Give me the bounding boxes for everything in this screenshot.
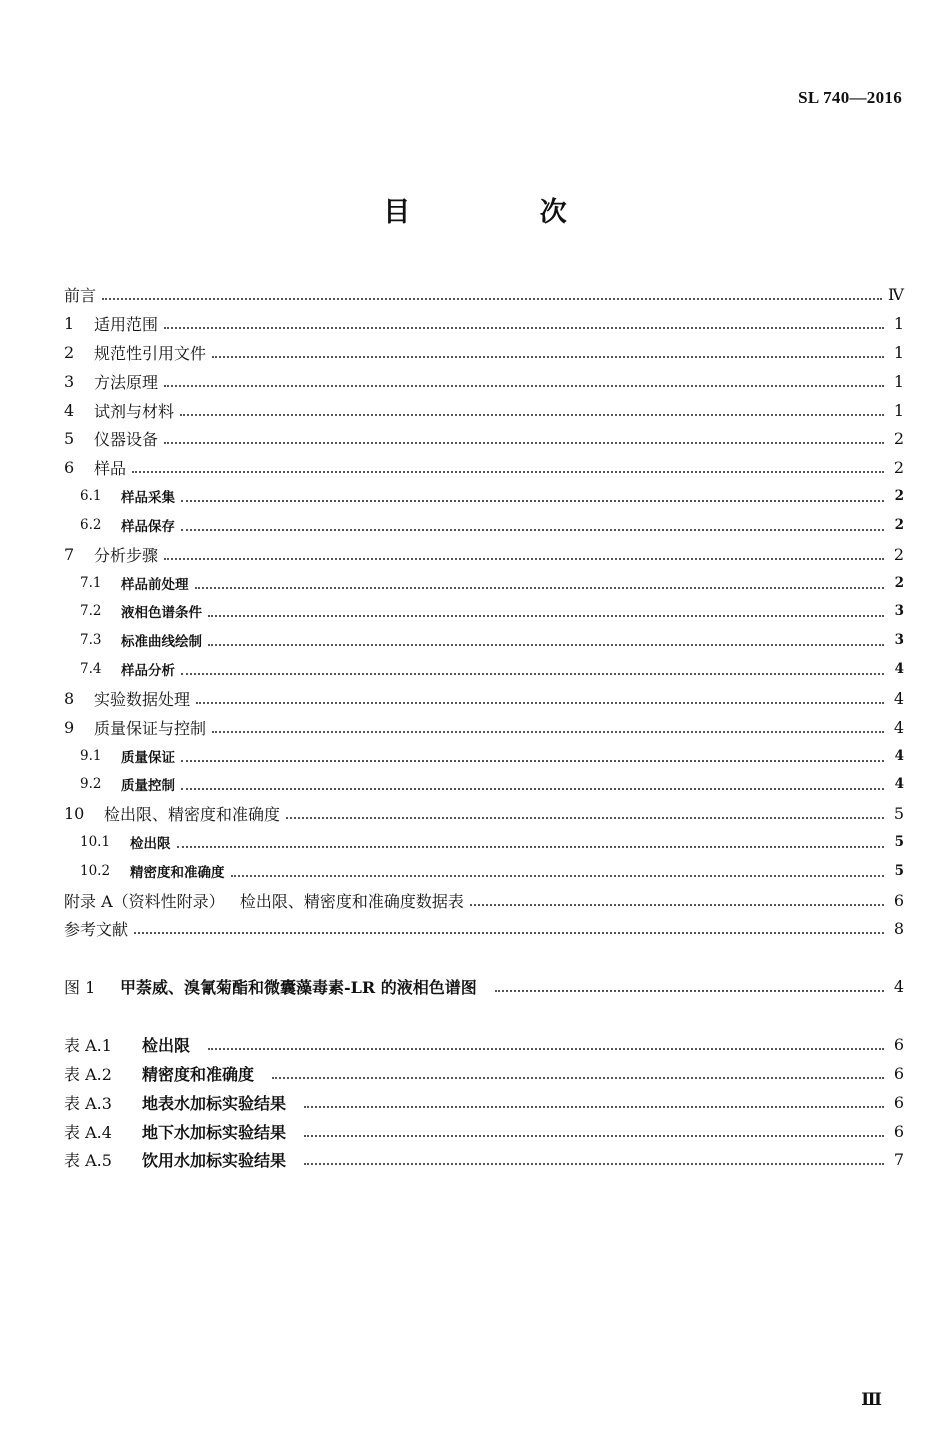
toc-table-entry[interactable] xyxy=(64,1089,904,1115)
toc-subentry[interactable] xyxy=(64,570,904,596)
toc-page: 4 xyxy=(894,661,904,677)
toc-number: 7 xyxy=(64,544,75,564)
toc-entry[interactable] xyxy=(64,368,904,394)
leader-dots xyxy=(181,760,884,762)
leader-dots xyxy=(272,1077,884,1079)
toc-label: 分析步骤 xyxy=(94,545,159,565)
toc-entry[interactable] xyxy=(64,397,904,423)
toc-number: 表 A.4 xyxy=(64,1122,112,1142)
toc-label: 质量保证 xyxy=(121,750,175,766)
leader-dots xyxy=(164,327,884,329)
toc-number: 表 A.3 xyxy=(64,1093,112,1113)
toc-number: 7.1 xyxy=(80,575,102,591)
standard-code: SL 740—2016 xyxy=(798,88,902,107)
toc-page: 1 xyxy=(893,342,904,362)
toc-number: 表 A.1 xyxy=(64,1035,112,1055)
page-title: 目 次 xyxy=(383,197,627,228)
toc-page: 4 xyxy=(894,748,904,764)
toc-label: 实验数据处理 xyxy=(94,689,191,709)
toc-table-entry[interactable] xyxy=(64,1060,904,1086)
leader-dots xyxy=(470,904,884,906)
toc-page: Ⅳ xyxy=(888,284,904,304)
toc-label: 饮用水加标实验结果 xyxy=(142,1150,287,1170)
toc-page: 4 xyxy=(893,688,904,708)
toc-page: 6 xyxy=(893,1034,904,1054)
leader-dots xyxy=(181,673,884,675)
toc-number: 1 xyxy=(64,313,75,333)
toc-label: 检出限 xyxy=(142,1035,191,1055)
toc-page: 5 xyxy=(894,863,904,879)
leader-dots xyxy=(181,788,884,790)
leader-dots xyxy=(304,1163,884,1165)
leader-dots xyxy=(132,471,884,473)
toc-figure-entry[interactable] xyxy=(64,973,904,999)
toc-number: 10.2 xyxy=(80,863,111,879)
leader-dots xyxy=(304,1135,884,1137)
leader-dots xyxy=(164,442,884,444)
toc-table-entry[interactable] xyxy=(64,1118,904,1144)
leader-dots xyxy=(181,500,884,502)
toc-number: 3 xyxy=(64,371,75,391)
toc-page: 8 xyxy=(893,918,904,938)
toc-page: 2 xyxy=(894,517,904,533)
toc-entry-references[interactable] xyxy=(64,915,904,941)
toc-page: 2 xyxy=(894,488,904,504)
toc-label: 样品采集 xyxy=(121,490,175,506)
toc-label: 仪器设备 xyxy=(94,429,159,449)
toc-number: 10.1 xyxy=(80,834,111,850)
toc-table-entry[interactable] xyxy=(64,1031,904,1057)
toc-number: 7.4 xyxy=(80,661,102,677)
toc-subentry[interactable] xyxy=(64,771,904,797)
toc-page: 1 xyxy=(893,371,904,391)
toc-label: 检出限、精密度和准确度 xyxy=(104,804,281,824)
leader-dots xyxy=(212,356,884,358)
toc-page: 5 xyxy=(893,803,904,823)
toc-page: 2 xyxy=(893,428,904,448)
toc-page: 7 xyxy=(893,1149,904,1169)
leader-dots xyxy=(164,385,884,387)
toc-label: 检出限 xyxy=(130,836,171,852)
toc-entry[interactable] xyxy=(64,685,904,711)
toc-subentry[interactable] xyxy=(64,743,904,769)
toc-page: 4 xyxy=(893,976,904,996)
toc-number: 9 xyxy=(64,717,75,737)
leader-dots xyxy=(180,414,884,416)
toc-label: 地下水加标实验结果 xyxy=(142,1122,287,1142)
toc-number: 7.3 xyxy=(80,632,102,648)
toc-label: 精密度和准确度 xyxy=(130,865,225,881)
toc-table-entry[interactable] xyxy=(64,1146,904,1172)
toc-label: 规范性引用文件 xyxy=(94,343,207,363)
toc-label: 适用范围 xyxy=(94,314,159,334)
toc-page: 4 xyxy=(894,776,904,792)
toc-page: 4 xyxy=(893,717,904,737)
leader-dots xyxy=(102,298,882,300)
leader-dots xyxy=(495,990,884,992)
toc-number: 7.2 xyxy=(80,603,102,619)
toc-label: 样品保存 xyxy=(121,519,175,535)
leader-dots xyxy=(181,529,884,531)
toc-label: 前言 xyxy=(64,285,97,305)
toc-subentry[interactable] xyxy=(64,858,904,884)
toc-label: 样品分析 xyxy=(121,663,175,679)
toc-number: 9.2 xyxy=(80,776,102,792)
toc-entry[interactable] xyxy=(64,454,904,480)
toc-label: 附录 A（资料性附录） 检出限、精密度和准确度数据表 xyxy=(64,891,464,911)
toc-page: 6 xyxy=(893,1063,904,1083)
toc-entry[interactable] xyxy=(64,339,904,365)
toc-label: 质量保证与控制 xyxy=(94,718,207,738)
toc-subentry[interactable] xyxy=(64,598,904,624)
page-number: Ⅲ xyxy=(861,1390,882,1409)
leader-dots xyxy=(304,1106,884,1108)
leader-dots xyxy=(196,702,884,704)
toc-number: 5 xyxy=(64,428,75,448)
toc-label: 样品前处理 xyxy=(121,577,189,593)
toc-number: 6 xyxy=(64,457,75,477)
toc-page: 1 xyxy=(893,313,904,333)
toc-label: 标准曲线绘制 xyxy=(121,634,202,650)
toc-entry-foreword[interactable] xyxy=(64,281,904,307)
leader-dots xyxy=(177,846,885,848)
leader-dots xyxy=(212,731,884,733)
toc-number: 9.1 xyxy=(80,748,102,764)
leader-dots xyxy=(208,644,884,646)
toc-subentry[interactable] xyxy=(64,512,904,538)
toc-number: 图 1 xyxy=(64,977,96,997)
toc-label: 液相色谱条件 xyxy=(121,605,202,621)
toc-page: 2 xyxy=(894,575,904,591)
leader-dots xyxy=(195,587,885,589)
toc-entry[interactable] xyxy=(64,714,904,740)
toc-page: 1 xyxy=(893,400,904,420)
toc-page: 2 xyxy=(893,457,904,477)
leader-dots xyxy=(164,558,884,560)
leader-dots xyxy=(231,875,885,877)
leader-dots xyxy=(286,817,884,819)
leader-dots xyxy=(208,1048,884,1050)
toc-label: 甲萘威、溴氰菊酯和微囊藻毒素-LR 的液相色谱图 xyxy=(120,977,477,997)
toc-number: 表 A.2 xyxy=(64,1064,112,1084)
toc-entry[interactable] xyxy=(64,800,904,826)
toc-entry[interactable] xyxy=(64,310,904,336)
toc-page: 5 xyxy=(894,834,904,850)
toc-label: 试剂与材料 xyxy=(94,401,175,421)
toc-number: 6.1 xyxy=(80,488,102,504)
toc-subentry[interactable] xyxy=(64,483,904,509)
toc-page: 6 xyxy=(893,1121,904,1141)
toc-page: 2 xyxy=(893,544,904,564)
toc-label: 地表水加标实验结果 xyxy=(142,1093,287,1113)
toc-subentry[interactable] xyxy=(64,627,904,653)
toc-number: 8 xyxy=(64,688,75,708)
toc-number: 表 A.5 xyxy=(64,1150,112,1170)
toc-subentry[interactable] xyxy=(64,829,904,855)
toc-page: 6 xyxy=(893,890,904,910)
toc-label: 精密度和准确度 xyxy=(142,1064,255,1084)
toc-label: 样品 xyxy=(94,458,127,478)
toc-label: 方法原理 xyxy=(94,372,159,392)
toc-number: 10 xyxy=(64,803,85,823)
toc-page: 3 xyxy=(894,632,904,648)
toc-label: 参考文献 xyxy=(64,919,129,939)
toc-entry[interactable] xyxy=(64,541,904,567)
toc-number: 4 xyxy=(64,400,75,420)
toc-entry-appendix-a[interactable] xyxy=(64,887,904,913)
toc-label: 质量控制 xyxy=(121,778,175,794)
toc-entry[interactable] xyxy=(64,425,904,451)
leader-dots xyxy=(134,932,884,934)
toc-number: 6.2 xyxy=(80,517,102,533)
leader-dots xyxy=(208,615,884,617)
toc-page: 3 xyxy=(894,603,904,619)
toc-number: 2 xyxy=(64,342,75,362)
toc-subentry[interactable] xyxy=(64,656,904,682)
toc-page: 6 xyxy=(893,1092,904,1112)
